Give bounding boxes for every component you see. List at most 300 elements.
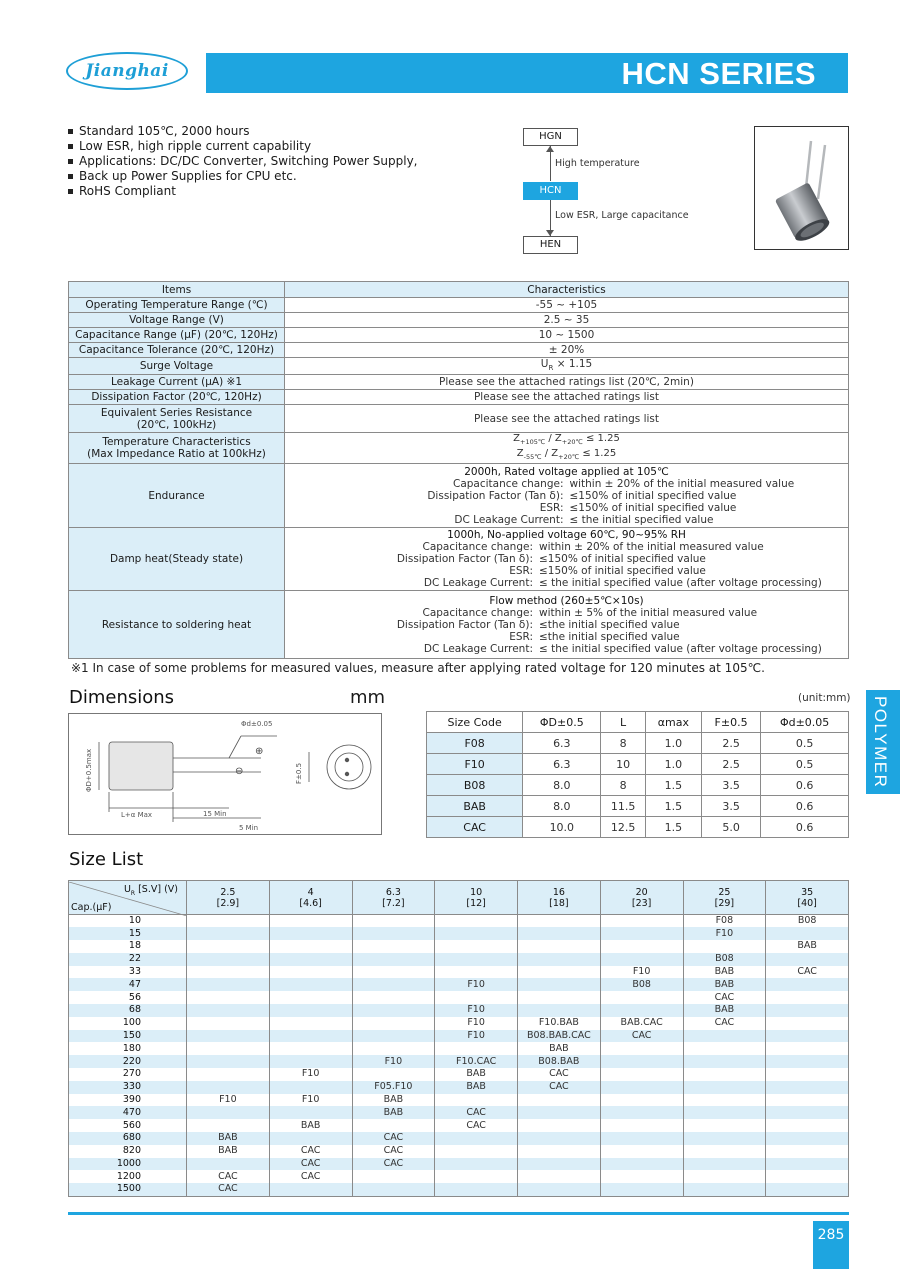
size-code-cell: BAB [187, 1145, 270, 1158]
size-code-cell [187, 1068, 270, 1081]
size-code-cell [269, 1106, 352, 1119]
size-code-cell [187, 1158, 270, 1171]
voltage-header: 16 [18] [518, 881, 601, 915]
size-code-cell [600, 1004, 683, 1017]
size-code-cell: BAB [435, 1081, 518, 1094]
size-row [69, 1106, 849, 1119]
size-row [69, 978, 849, 991]
damp-heat-block: 1000h, No-applied voltage 60℃, 90~95% RH Capacitance change: within ± 20% of the initial measured value Dissipation Factor (Tan δ): ≤150% of initial specified value ESR: ≤150% of initial specified value DC Leakage Current: ≤ the initial specified value (after voltage processing) [285, 528, 849, 591]
size-code-cell: CAC [187, 1183, 270, 1196]
size-code-cell [435, 1132, 518, 1145]
spec-value: Please see the attached ratings list [285, 405, 849, 433]
size-code-cell: F10 [435, 1030, 518, 1043]
capacitance-cell: 56 [69, 991, 187, 1004]
size-code-cell [518, 915, 601, 928]
size-code-cell [766, 1042, 849, 1055]
size-code-cell [352, 1183, 435, 1196]
jianghai-logo [66, 52, 188, 90]
size-code-cell: F10 [435, 1004, 518, 1017]
size-code-cell [518, 1170, 601, 1183]
size-code-cell [352, 915, 435, 928]
size-code-cell: CAC [269, 1145, 352, 1158]
size-code-cell [683, 1132, 766, 1145]
capacitance-cell: 150 [69, 1030, 187, 1043]
arrow-up-icon [546, 146, 554, 152]
characteristics-table [68, 281, 849, 659]
size-code-cell [766, 1030, 849, 1043]
size-code-cell: BAB [683, 1004, 766, 1017]
size-code-cell [187, 1081, 270, 1094]
dim-row: B08 8.0 8 1.5 3.5 0.6 [427, 775, 849, 796]
size-row [69, 1145, 849, 1158]
size-code-cell: F08 [683, 915, 766, 928]
dimensions-title: Dimensions [69, 687, 175, 708]
size-code-cell [352, 1119, 435, 1132]
size-code-cell [600, 1068, 683, 1081]
size-code-cell [683, 1119, 766, 1132]
size-code-cell [269, 991, 352, 1004]
flow-note-low-esr: Low ESR, Large capacitance [555, 210, 689, 221]
size-code-cell: BAB [435, 1068, 518, 1081]
size-code-cell: CAC [352, 1158, 435, 1171]
size-code-cell: F10 [435, 1017, 518, 1030]
flow-note-high-temp: High temperature [555, 158, 640, 169]
capacitance-cell: 180 [69, 1042, 187, 1055]
size-row [69, 1170, 849, 1183]
size-code-cell [187, 966, 270, 979]
size-code-cell: CAC [766, 966, 849, 979]
feature-item: Standard 105℃, 2000 hours [67, 124, 418, 139]
size-code-cell [187, 953, 270, 966]
size-row [69, 1094, 849, 1107]
size-code-cell [766, 1145, 849, 1158]
size-row [69, 1030, 849, 1043]
dimensions-table [426, 711, 849, 838]
size-code-cell [187, 1119, 270, 1132]
series-title-bar [206, 53, 848, 93]
size-code-cell [600, 1145, 683, 1158]
size-code-cell [352, 953, 435, 966]
logo-text: Jianghai [85, 61, 169, 81]
endurance-block: 2000h, Rated voltage applied at 105℃ Capacitance change: within ± 20% of the initial measured value Dissipation Factor (Tan δ): ≤150% of initial specified value ESR: ≤150% of initial specified value DC Leakage Current: ≤ the initial specified value [285, 464, 849, 528]
size-code-cell: BAB [683, 966, 766, 979]
size-code-cell [600, 1055, 683, 1068]
size-code-cell [352, 1004, 435, 1017]
size-list-title: Size List [69, 849, 144, 870]
size-code-cell [518, 940, 601, 953]
size-code-cell [187, 915, 270, 928]
size-code-cell [435, 1170, 518, 1183]
size-code-cell [766, 1119, 849, 1132]
size-code-cell [187, 1004, 270, 1017]
size-code-cell: F10.CAC [435, 1055, 518, 1068]
voltage-header: 35 [40] [766, 881, 849, 915]
size-code-cell: CAC [352, 1145, 435, 1158]
size-code-cell [518, 927, 601, 940]
spec-value: 2.5 ~ 35 [285, 313, 849, 328]
size-code-cell [269, 1042, 352, 1055]
size-code-cell [269, 953, 352, 966]
capacitance-axis-label: Cap.(μF) [71, 901, 112, 913]
capacitance-cell: 470 [69, 1106, 187, 1119]
size-code-cell [187, 1055, 270, 1068]
feature-item-continued: Back up Power Supplies for CPU etc. [67, 169, 418, 184]
size-row [69, 1183, 849, 1196]
capacitance-cell: 560 [69, 1119, 187, 1132]
size-code-cell [683, 1030, 766, 1043]
size-code-cell: F10 [435, 978, 518, 991]
label-pD: ΦD+0.5max [85, 748, 93, 792]
capacitance-cell: 100 [69, 1017, 187, 1030]
soldering-block: Flow method (260±5℃×10s) Capacitance change: within ± 5% of the initial measured value Dissipation Factor (Tan δ): ≤the initial specified value ESR: ≤the initial specified value DC Leakage Current: ≤ the initial specified value (after voltage processing) [285, 591, 849, 659]
size-code-cell [435, 1158, 518, 1171]
capacitor-outline-drawing [69, 714, 381, 834]
size-code-cell [683, 1042, 766, 1055]
size-code-cell [766, 1094, 849, 1107]
size-code-cell [518, 1106, 601, 1119]
capacitance-cell: 47 [69, 978, 187, 991]
capacitance-cell: 18 [69, 940, 187, 953]
size-code-cell [766, 1017, 849, 1030]
size-code-cell [269, 1055, 352, 1068]
category-label: POLYMER [871, 696, 890, 789]
capacitance-cell: 33 [69, 966, 187, 979]
dim-row: F10 6.3 10 1.0 2.5 0.5 [427, 754, 849, 775]
size-code-cell [518, 1145, 601, 1158]
dim-header: L [601, 712, 645, 733]
size-code-cell: B08.BAB.CAC [518, 1030, 601, 1043]
capacitance-cell: 1200 [69, 1170, 187, 1183]
spec-item: Leakage Current (μA) ※1 [69, 375, 285, 390]
size-code-cell [683, 1170, 766, 1183]
flow-box-hgn: HGN [523, 128, 578, 146]
dim-header: Φd±0.05 [761, 712, 849, 733]
size-code-cell [600, 1119, 683, 1132]
size-code-cell [518, 991, 601, 1004]
size-code-cell: CAC [518, 1081, 601, 1094]
capacitor-illustration [755, 127, 848, 249]
size-code-cell [600, 1106, 683, 1119]
size-code-cell: CAC [269, 1170, 352, 1183]
size-code-cell [766, 953, 849, 966]
size-code-cell [683, 1094, 766, 1107]
size-code-cell [683, 1183, 766, 1196]
size-code-cell: B08 [766, 915, 849, 928]
spec-item: Temperature Characteristics (Max Impedance Ratio at 100kHz) [69, 433, 285, 464]
size-code-cell [518, 1158, 601, 1171]
size-code-cell [435, 927, 518, 940]
size-code-cell [352, 927, 435, 940]
size-code-cell [435, 1042, 518, 1055]
size-code-cell [435, 966, 518, 979]
size-code-cell [600, 1183, 683, 1196]
size-code-cell [352, 1068, 435, 1081]
size-code-cell [435, 1094, 518, 1107]
size-code-cell [435, 1145, 518, 1158]
size-row [69, 927, 849, 940]
dim-header: Size Code [427, 712, 523, 733]
label-F: F±0.5 [295, 762, 303, 784]
size-code-cell [600, 1158, 683, 1171]
size-code-cell [766, 1170, 849, 1183]
dim-row: BAB 8.0 11.5 1.5 3.5 0.6 [427, 796, 849, 817]
size-code-cell [518, 1119, 601, 1132]
voltage-header: 20 [23] [600, 881, 683, 915]
capacitance-cell: 68 [69, 1004, 187, 1017]
size-code-cell: B08 [683, 953, 766, 966]
feature-item: RoHS Compliant [67, 184, 418, 199]
voltage-header: 25 [29] [683, 881, 766, 915]
size-code-cell [187, 940, 270, 953]
dim-header: F±0.5 [701, 712, 760, 733]
capacitance-cell: 680 [69, 1132, 187, 1145]
size-code-cell [435, 940, 518, 953]
size-code-cell [683, 1055, 766, 1068]
size-code-cell [600, 1170, 683, 1183]
size-code-cell [352, 940, 435, 953]
spec-item: Capacitance Range (μF) (20℃, 120Hz) [69, 328, 285, 343]
size-code-cell: B08.BAB [518, 1055, 601, 1068]
flow-box-hen: HEN [523, 236, 578, 254]
size-code-cell: CAC [600, 1030, 683, 1043]
spec-value: Please see the attached ratings list [285, 390, 849, 405]
size-code-cell: F10.BAB [518, 1017, 601, 1030]
size-row [69, 1132, 849, 1145]
footer-rule [68, 1212, 849, 1215]
spec-item: Dissipation Factor (20℃, 120Hz) [69, 390, 285, 405]
size-code-cell [600, 1042, 683, 1055]
size-code-cell [187, 927, 270, 940]
size-code-cell: F10 [352, 1055, 435, 1068]
size-row [69, 940, 849, 953]
size-row [69, 1119, 849, 1132]
size-code-cell [766, 1132, 849, 1145]
size-code-cell [600, 1081, 683, 1094]
size-code-cell [766, 1158, 849, 1171]
page-number: 285 [813, 1221, 849, 1269]
label-5min: 5 Min [239, 824, 259, 832]
size-code-cell [683, 1145, 766, 1158]
size-code-cell: BAB [352, 1094, 435, 1107]
minus-icon: ⊖ [235, 766, 244, 777]
capacitance-cell: 1000 [69, 1158, 187, 1171]
spec-value: -55 ~ +105 [285, 298, 849, 313]
voltage-header: 4 [4.6] [269, 881, 352, 915]
size-code-cell [600, 1094, 683, 1107]
dim-header: αmax [645, 712, 701, 733]
label-L: L+α Max [121, 811, 153, 819]
spec-item-endurance: Endurance [69, 464, 285, 528]
spec-item-damp-heat: Damp heat(Steady state) [69, 528, 285, 591]
spec-item-soldering: Resistance to soldering heat [69, 591, 285, 659]
size-code-cell [766, 1183, 849, 1196]
size-code-cell [683, 1081, 766, 1094]
size-code-cell [269, 1004, 352, 1017]
size-code-cell: BAB [269, 1119, 352, 1132]
voltage-axis-label: $U_R$ [S.V] (V) [123, 883, 178, 897]
size-code-cell [600, 927, 683, 940]
spec-value: ± 20% [285, 343, 849, 358]
voltage-header: 6.3 [7.2] [352, 881, 435, 915]
size-code-cell: CAC [683, 1017, 766, 1030]
dim-header: ΦD±0.5 [523, 712, 601, 733]
size-code-cell [518, 953, 601, 966]
size-code-cell: BAB [766, 940, 849, 953]
size-code-cell [766, 1106, 849, 1119]
size-code-cell [600, 940, 683, 953]
spec-item: Equivalent Series Resistance (20℃, 100kHz) [69, 405, 285, 433]
size-code-cell [352, 1042, 435, 1055]
size-code-cell [435, 991, 518, 1004]
voltage-header: 2.5 [2.9] [187, 881, 270, 915]
size-code-cell [518, 978, 601, 991]
size-row [69, 1158, 849, 1171]
size-row [69, 915, 849, 928]
impedance-ratio [285, 433, 849, 464]
label-15min: 15 Min [203, 810, 227, 818]
size-code-cell [269, 927, 352, 940]
impedance-ratio-line: $Z_{+105℃} / Z_{+20℃} \le 1.25$ [513, 433, 620, 447]
label-pd: Φd±0.05 [241, 720, 273, 728]
feature-list [67, 124, 418, 199]
capacitance-cell: 820 [69, 1145, 187, 1158]
size-code-cell [766, 1055, 849, 1068]
size-code-cell [352, 978, 435, 991]
size-code-cell [269, 1081, 352, 1094]
size-code-cell: CAC [269, 1158, 352, 1171]
voltage-header: 10 [12] [435, 881, 518, 915]
spec-item: Voltage Range (V) [69, 313, 285, 328]
size-row [69, 1017, 849, 1030]
size-code-cell [269, 940, 352, 953]
size-code-cell [435, 915, 518, 928]
dim-row: CAC 10.0 12.5 1.5 5.0 0.6 [427, 817, 849, 838]
dimensions-unit: mm [350, 687, 386, 708]
capacitance-cell: 22 [69, 953, 187, 966]
size-code-cell [187, 1042, 270, 1055]
size-code-cell: F05.F10 [352, 1081, 435, 1094]
capacitance-cell: 330 [69, 1081, 187, 1094]
size-code-cell [683, 1106, 766, 1119]
size-code-cell [518, 1183, 601, 1196]
flow-box-hcn: HCN [523, 182, 578, 200]
capacitance-cell: 390 [69, 1094, 187, 1107]
size-code-cell: CAC [352, 1132, 435, 1145]
size-code-cell: F10 [600, 966, 683, 979]
size-code-cell [352, 1017, 435, 1030]
size-code-cell [352, 966, 435, 979]
capacitance-cell: 220 [69, 1055, 187, 1068]
size-code-cell [600, 953, 683, 966]
size-code-cell [600, 1132, 683, 1145]
size-code-cell [600, 991, 683, 1004]
dim-row: F08 6.3 8 1.0 2.5 0.5 [427, 733, 849, 754]
size-code-cell [352, 1170, 435, 1183]
size-code-cell [518, 966, 601, 979]
size-code-cell [683, 1158, 766, 1171]
size-code-cell [187, 1030, 270, 1043]
capacitance-cell: 1500 [69, 1183, 187, 1196]
spec-value: 10 ~ 1500 [285, 328, 849, 343]
size-code-cell [518, 1132, 601, 1145]
size-code-cell [269, 978, 352, 991]
size-row [69, 966, 849, 979]
size-code-cell [766, 991, 849, 1004]
impedance-ratio-line: $Z_{-55℃} / Z_{+20℃} \le 1.25$ [516, 448, 617, 462]
size-code-cell [187, 978, 270, 991]
size-code-cell [766, 978, 849, 991]
footnote: ※1 In case of some problems for measured values, measure after applying rated voltage for 120 minutes at 105℃. [71, 661, 765, 675]
size-code-cell [187, 1017, 270, 1030]
size-table-corner [69, 881, 187, 915]
size-code-cell [269, 1132, 352, 1145]
size-code-cell [269, 966, 352, 979]
size-code-cell: BAB [518, 1042, 601, 1055]
size-code-cell [766, 1081, 849, 1094]
unit-note: (unit:mm) [798, 692, 851, 704]
size-code-cell [269, 1017, 352, 1030]
size-code-cell [766, 1004, 849, 1017]
size-code-cell: B08 [600, 978, 683, 991]
size-code-cell: BAB [683, 978, 766, 991]
size-code-cell: F10 [683, 927, 766, 940]
size-code-cell: BAB [352, 1106, 435, 1119]
size-code-cell [352, 1030, 435, 1043]
size-row [69, 1055, 849, 1068]
capacitance-cell: 15 [69, 927, 187, 940]
size-code-cell: CAC [683, 991, 766, 1004]
size-code-cell: BAB [187, 1132, 270, 1145]
size-code-cell: CAC [435, 1119, 518, 1132]
col-header-items: Items [69, 282, 285, 298]
size-code-cell [683, 1068, 766, 1081]
dimension-drawing [68, 713, 382, 835]
col-header-characteristics: Characteristics [285, 282, 849, 298]
spec-item: Operating Temperature Range (℃) [69, 298, 285, 313]
size-code-cell [435, 1183, 518, 1196]
size-code-cell [435, 953, 518, 966]
spec-item: Surge Voltage [69, 358, 285, 375]
spec-value: Please see the attached ratings list (20℃, 2min) [285, 375, 849, 390]
feature-item: Low ESR, high ripple current capability [67, 139, 418, 154]
series-title: HCN SERIES [621, 56, 816, 91]
capacitance-cell: 10 [69, 915, 187, 928]
size-code-cell [518, 1004, 601, 1017]
category-side-tab [866, 690, 900, 794]
plus-icon: ⊕ [255, 746, 264, 757]
size-code-cell [187, 991, 270, 1004]
size-row [69, 1068, 849, 1081]
size-row [69, 1004, 849, 1017]
size-code-cell [269, 1183, 352, 1196]
size-code-cell [187, 1106, 270, 1119]
size-code-cell [269, 915, 352, 928]
size-row [69, 1042, 849, 1055]
size-code-cell [683, 940, 766, 953]
size-code-cell: F10 [269, 1068, 352, 1081]
size-code-cell [766, 927, 849, 940]
spec-value-surge: $U_R \times 1.15$ [285, 358, 849, 375]
size-code-cell [600, 915, 683, 928]
size-code-cell: BAB.CAC [600, 1017, 683, 1030]
size-code-cell: CAC [187, 1170, 270, 1183]
size-row [69, 991, 849, 1004]
spec-item: Capacitance Tolerance (20℃, 120Hz) [69, 343, 285, 358]
feature-item: Applications: DC/DC Converter, Switching Power Supply, [67, 154, 418, 169]
capacitance-cell: 270 [69, 1068, 187, 1081]
size-code-cell: F10 [187, 1094, 270, 1107]
size-code-cell [518, 1094, 601, 1107]
